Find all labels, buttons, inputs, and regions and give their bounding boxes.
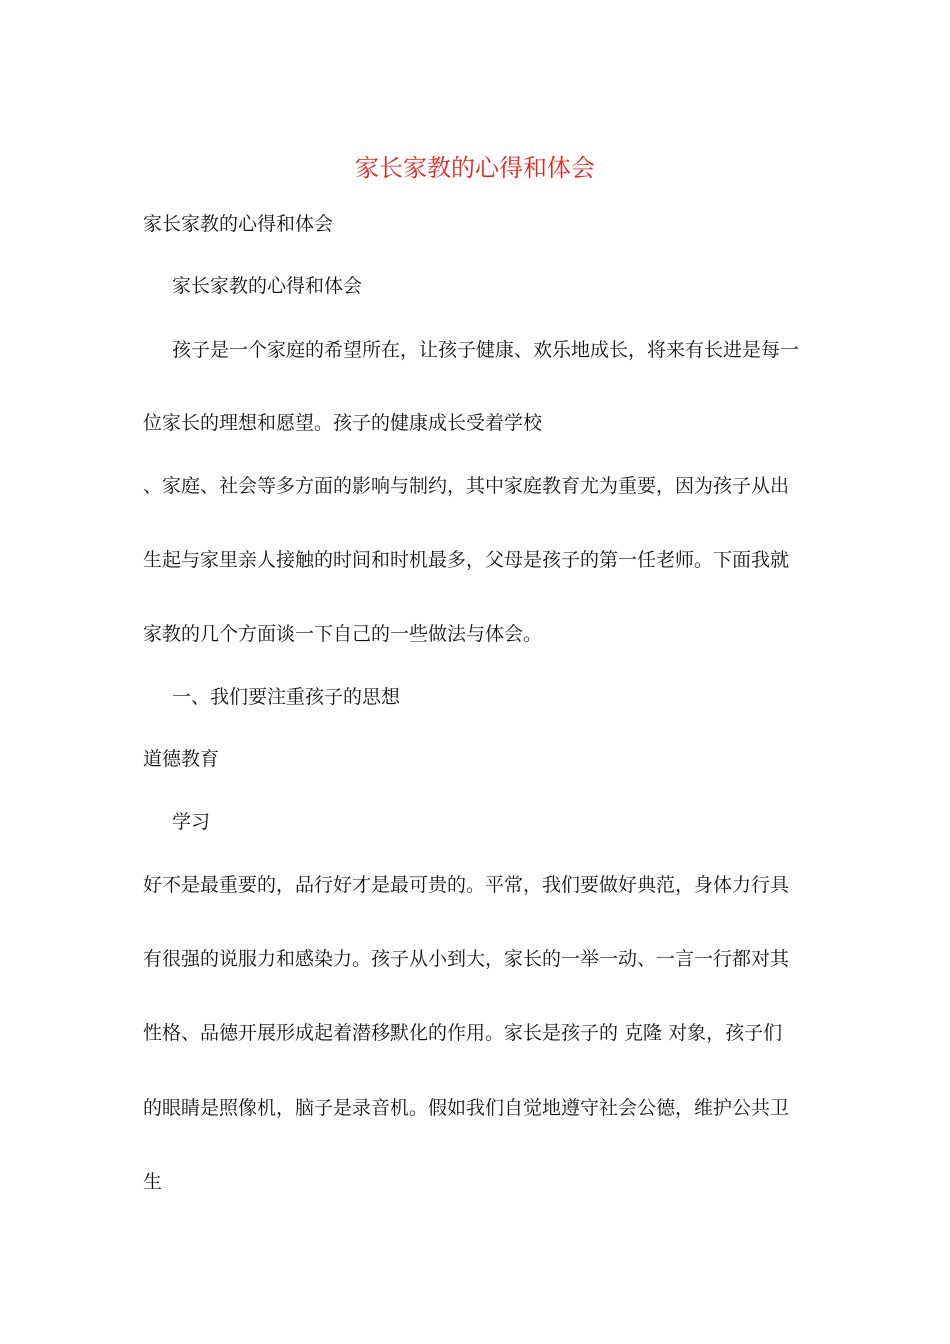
paragraph-line: 家教的几个方面谈一下自己的一些做法与体会。 <box>143 623 543 645</box>
paragraph-line: 的眼睛是照像机，脑子是录音机。假如我们自觉地遵守社会公德，维护公共卫 <box>143 1097 790 1119</box>
paragraph-line: 、家庭、社会等多方面的影响与制约，其中家庭教育尤为重要，因为孩子从出 <box>143 475 790 497</box>
paragraph-line: 生起与家里亲人接触的时间和时机最多，父母是孩子的第一任老师。下面我就 <box>143 549 790 571</box>
paragraph-line: 学习 <box>172 811 211 833</box>
document-heading: 家长家教的心得和体会 <box>172 275 363 297</box>
paragraph-line: 好不是最重要的，品行好才是最可贵的。平常，我们要做好典范，身体力行具 <box>143 874 790 896</box>
document-title: 家长家教的心得和体会 <box>355 154 595 182</box>
section-heading-continuation: 道德教育 <box>143 748 220 770</box>
paragraph-line: 孩子是一个家庭的希望所在，让孩子健康、欢乐地成长，将来有长进是每一 <box>172 339 800 361</box>
paragraph-line: 有很强的说服力和感染力。孩子从小到大，家长的一举一动、一言一行都对其 <box>143 948 790 970</box>
paragraph-line: 位家长的理想和愿望。孩子的健康成长受着学校 <box>143 412 543 434</box>
document-subtitle: 家长家教的心得和体会 <box>143 213 334 235</box>
section-heading: 一、我们要注重孩子的思想 <box>172 686 401 708</box>
paragraph-line: 生 <box>143 1171 163 1193</box>
paragraph-line: 性格、品德开展形成起着潜移默化的作用。家长是孩子的 克隆 对象，孩子们 <box>143 1022 783 1044</box>
